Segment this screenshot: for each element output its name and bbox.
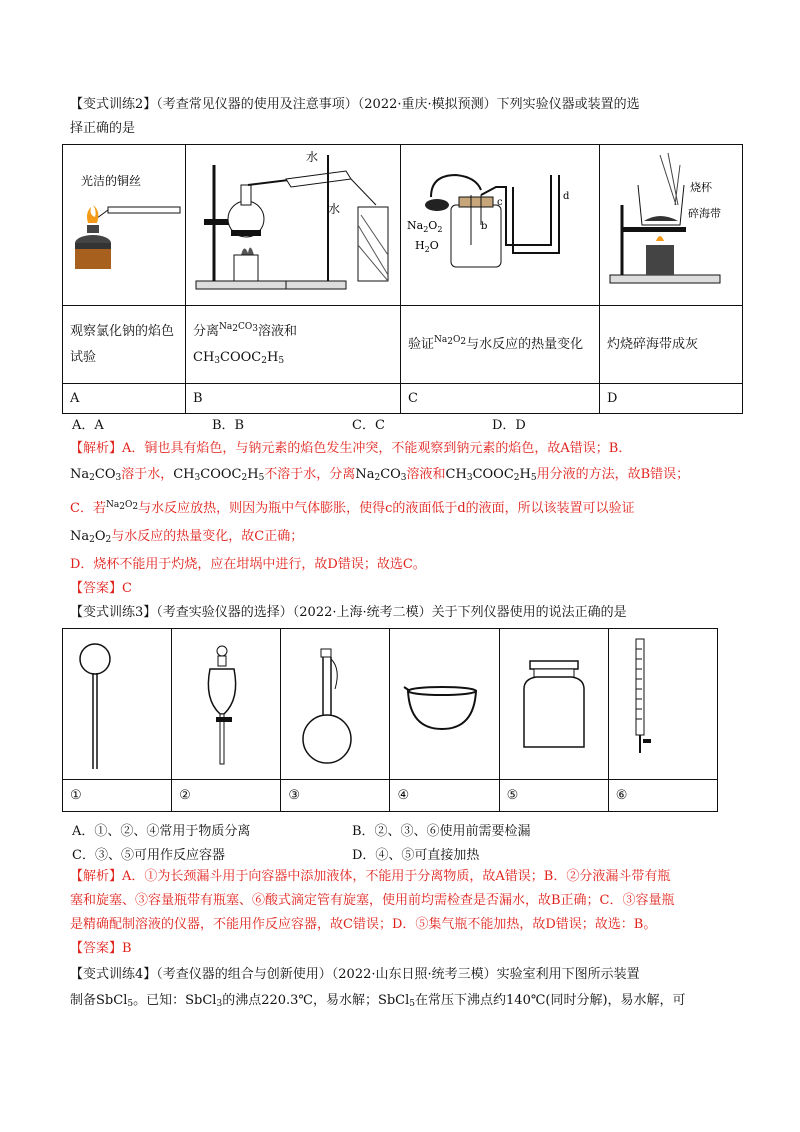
ex3-option-c: C．③、⑤可用作反应容器: [72, 848, 225, 863]
ex4-title-line1: 【变式训练4】（考查仪器的组合与创新使用）（2022·山东日照·统考三模）实验室利用下图所示装置: [70, 967, 640, 982]
ex3-analysis-line1: 【解析】A．①为长颈漏斗用于向容器中添加液体，不能用于分离物质，故A错误；B．②分液漏斗带有瓶: [70, 869, 671, 884]
ex2-title-line1: 【变式训练2】（考查常见仪器的使用及注意事项）（2022·重庆·模拟预测）下列实验仪器或装置的选: [70, 97, 640, 112]
seaweed-label: 碎海带: [688, 207, 721, 220]
ex2-answer: 【答案】C: [70, 581, 132, 596]
water-in-label: 水: [306, 150, 319, 164]
ex3-instrument-table: [62, 628, 718, 812]
ex3-image-1: [63, 629, 172, 780]
ex2-letter-d: D: [600, 384, 743, 414]
beaker-label: 烧杯: [690, 181, 712, 194]
ex3-image-4: [390, 629, 499, 780]
ex3-number-3: ③: [281, 780, 390, 812]
ex2-apparatus-table: [62, 144, 743, 414]
label-b: b: [481, 221, 488, 232]
copper-wire-label: 光洁的铜丝: [81, 174, 142, 188]
svg-text:Na2O2: $Na_2O_2$: [407, 219, 443, 234]
ex3-option-a: A．①、②、④常用于物质分离: [72, 824, 251, 839]
ex2-analysis-line4: $Na_2O_2$与水反应的热量变化，故C正确；: [70, 529, 304, 545]
ex3-analysis-line3: 是精确配制溶液的仪器，不能用作反应容器，故C错误；D．⑤集气瓶不能加热，故D错误；故选：B。: [70, 917, 657, 932]
ex2-image-b: [186, 145, 401, 306]
ex2-analysis-line5: D．烧杯不能用于灼烧，应在坩埚中进行，故D错误；故选C。: [70, 557, 426, 572]
ex3-answer: 【答案】B: [70, 941, 132, 956]
ex2-image-d: [600, 145, 743, 306]
ex2-option-b: B．B: [212, 418, 245, 433]
ex3-image-6: [608, 629, 717, 780]
ex4-title-line2: 制备SbCl$_5$。已知：SbCl$_3$的沸点220.3℃，易水解；SbCl$_5$在常压下沸点约140℃(同时分解)，易水解，可: [70, 993, 686, 1009]
label-c: c: [497, 197, 503, 208]
label-d: d: [563, 191, 570, 202]
ex3-image-3: [281, 629, 390, 780]
ex3-number-1: ①: [63, 780, 172, 812]
ex2-desc-d: 灼烧碎海带成灰: [600, 306, 743, 384]
ex2-image-a: [63, 145, 186, 306]
na2o2-label: Na: [407, 219, 424, 232]
svg-text:H2O: $H_2O$: [415, 239, 439, 254]
ex2-desc-b: 分离$^{Na_2CO_3}$溶液和 $CH_3COOC_2H_5$: [186, 306, 401, 384]
ex3-option-d: D．④、⑤可直接加热: [352, 848, 480, 863]
ex2-option-c: C．C: [352, 418, 385, 433]
ex2-desc-c: 验证$^{Na_2O_2}$与水反应的热量变化: [401, 306, 600, 384]
ex3-number-2: ②: [172, 780, 281, 812]
ex3-number-6: ⑥: [608, 780, 717, 812]
ex2-desc-a: 观察氯化钠的焰色试验: [63, 306, 186, 384]
ex2-option-d: D．D: [492, 418, 526, 433]
ex3-image-5: [499, 629, 608, 780]
ex2-analysis-line1: 【解析】A．铜也具有焰色，与钠元素的焰色发生冲突，不能观察到钠元素的焰色，故A错误；B．: [70, 441, 632, 456]
ex2-letter-b: B: [186, 384, 401, 414]
ex2-analysis-line2: $Na_2CO_3$溶于水，$CH_3COOC_2H_5$不溶于水，分离$Na_2CO_3$溶液和$CH_3COOC_2H_5$用分液的方法，故B错误；: [70, 467, 690, 483]
ex3-title: 【变式训练3】（考查实验仪器的选择）（2022·上海·统考二模）关于下列仪器使用的说法正确的是: [70, 605, 627, 620]
ex2-analysis-line3: C．若$^{Na_2O_2}$与水反应放热，则因为瓶中气体膨胀，使得c的液面低于d的液面，所以该装置可以验证: [70, 499, 635, 516]
ex2-title-line2: 择正确的是: [70, 121, 136, 136]
ex3-analysis-line2: 塞和旋塞、③容量瓶带有瓶塞、⑥酸式滴定管有旋塞，使用前均需检查是否漏水，故B正确；C．③容量瓶: [70, 893, 675, 908]
ex2-letter-c: C: [401, 384, 600, 414]
ex2-image-c: [401, 145, 600, 306]
ex3-image-2: [172, 629, 281, 780]
h2o-label: H: [415, 239, 425, 252]
ex2-option-a: A．A: [72, 418, 104, 433]
water-out-label: 水: [328, 202, 341, 216]
ex2-letter-a: A: [63, 384, 186, 414]
ex3-option-b: B．②、③、⑥使用前需要检漏: [352, 824, 531, 839]
ex3-number-4: ④: [390, 780, 499, 812]
ex3-number-5: ⑤: [499, 780, 608, 812]
